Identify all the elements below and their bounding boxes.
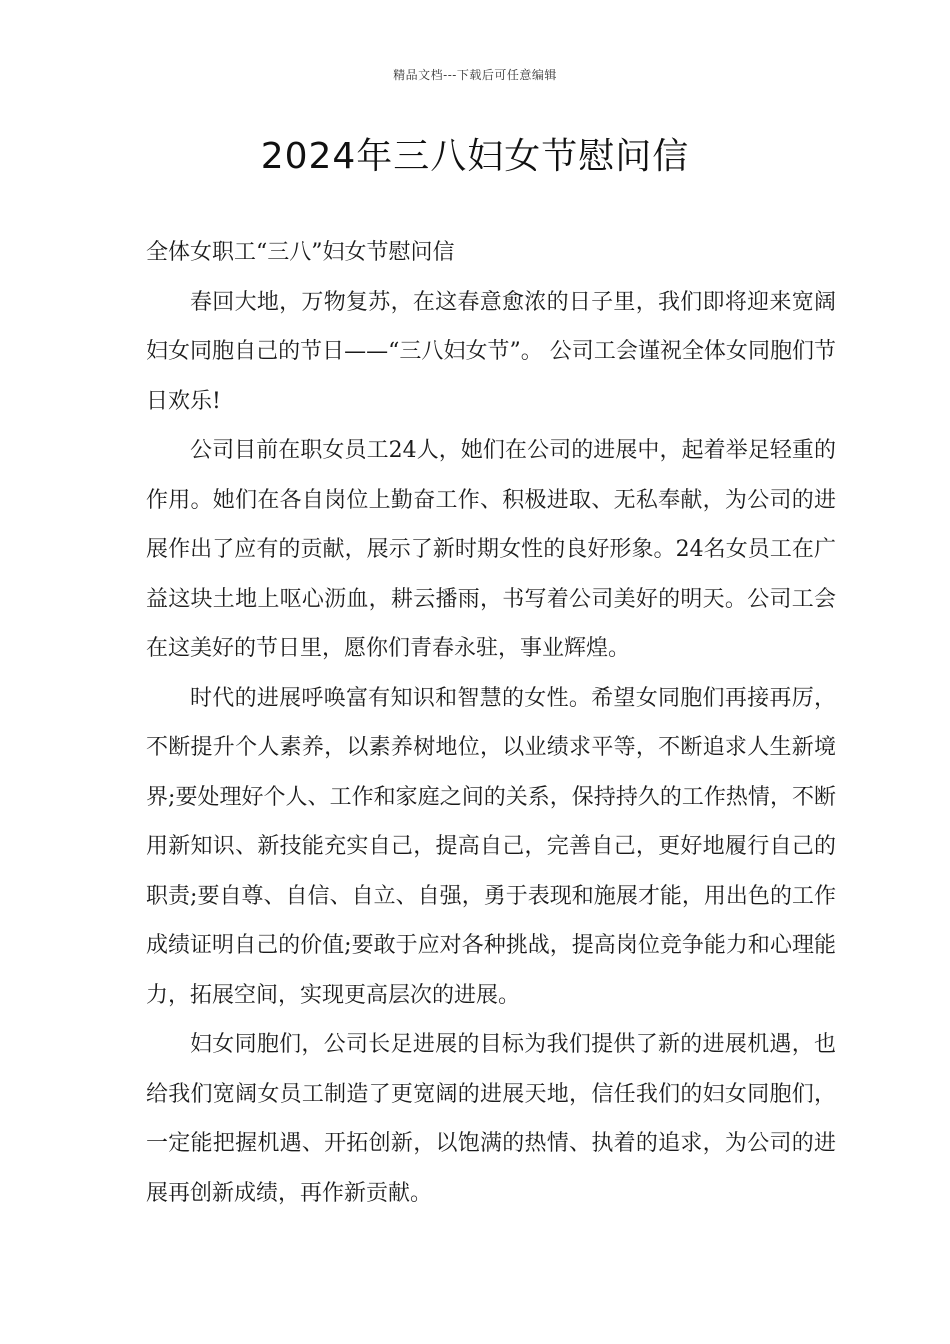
document-title: 2024年三八妇女节慰问信 xyxy=(260,136,690,177)
letter-body xyxy=(146,228,836,1218)
paragraph-1: 春回大地，万物复苏，在这春意愈浓的日子里，我们即将迎来宽阔妇女同胞自己的节日——“三八妇女节”。 公司工会谨祝全体女同胞们节日欢乐! xyxy=(146,289,836,414)
header-note: 精品文档---下载后可任意编辑 xyxy=(393,68,557,82)
paragraph-3: 时代的进展呼唤富有知识和智慧的女性。希望女同胞们再接再厉，不断提升个人素养，以素养树地位，以业绩求平等，不断追求人生新境界;要处理好个人、工作和家庭之间的关系，保持持久的工作热情，不断用新知识、新技能充实自己，提高自己，完善自己，更好地履行自己的职责;要自尊、自信、自立、自强，勇于表现和施展才能，用出色的工作成绩证明自己的价值;要敢于应对各种挑战，提高岗位竞争能力和心理能力，拓展空间，实现更高层次的进展。 xyxy=(146,685,836,1008)
salutation: 全体女职工“三八”妇女节慰问信 xyxy=(146,240,455,265)
paragraph-4: 妇女同胞们，公司长足进展的目标为我们提供了新的进展机遇，也给我们宽阔女员工制造了更宽阔的进展天地，信任我们的妇女同胞们，一定能把握机遇、开拓创新，以饱满的热情、执着的追求，为公司的进展再创新成绩，再作新贡献。 xyxy=(146,1032,836,1206)
paragraph-2: 公司目前在职女员工24人，她们在公司的进展中，起着举足轻重的作用。她们在各自岗位上勤奋工作、积极进取、无私奉献，为公司的进展作出了应有的贡献，展示了新时期女性的良好形象。24名女员工在广益这块土地上呕心沥血，耕云播雨，书写着公司美好的明天。公司工会在这美好的节日里，愿你们青春永驻，事业辉煌。 xyxy=(146,438,836,661)
